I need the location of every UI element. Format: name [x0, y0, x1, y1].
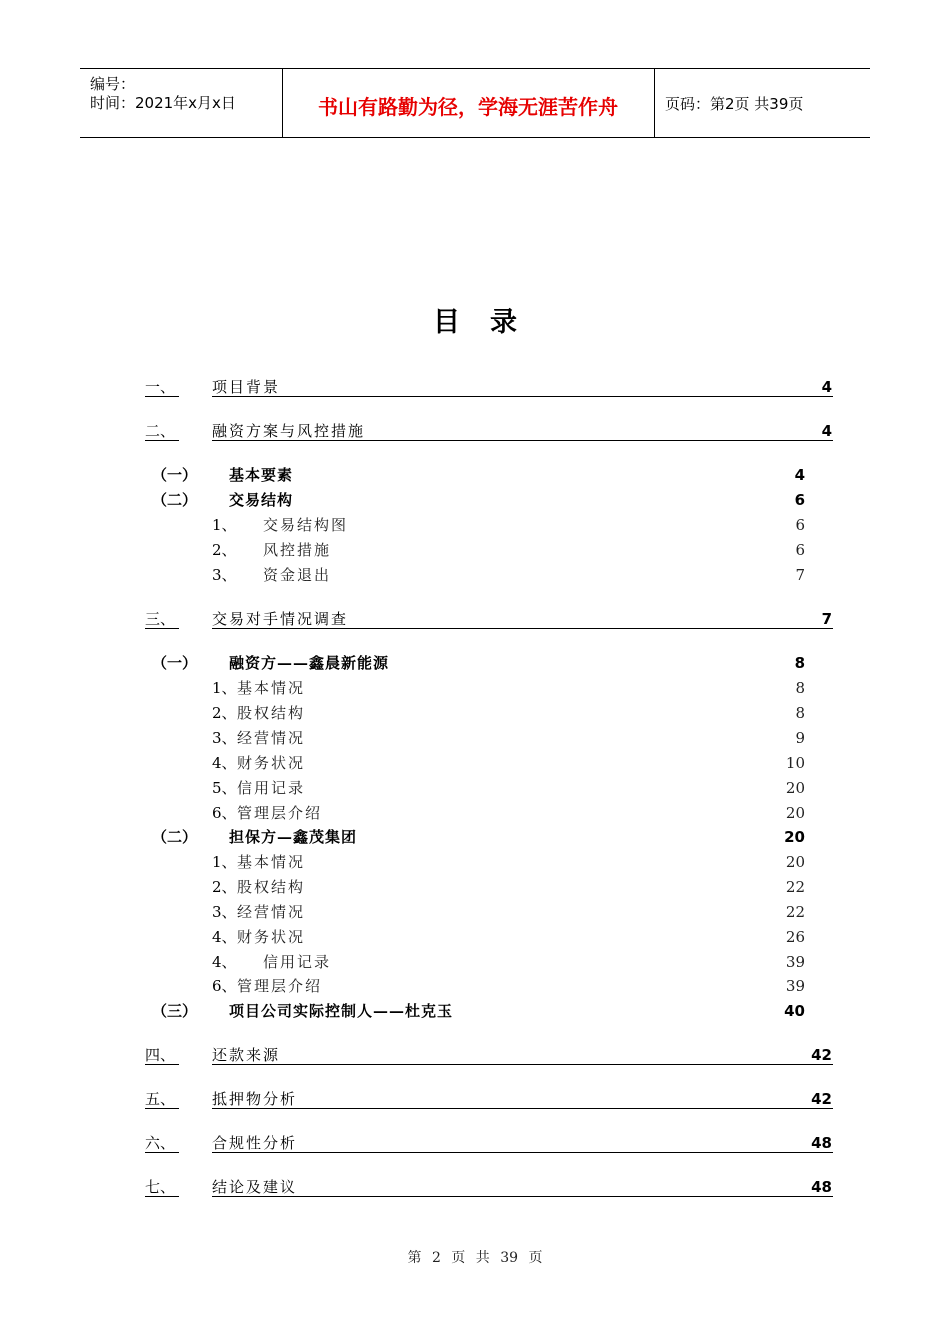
toc-entry-label: 交易结构图 [263, 516, 349, 534]
toc-entry-number: 六、 [145, 1134, 176, 1152]
toc-entry-number: 1、 [212, 516, 237, 534]
toc-number-underline [145, 396, 179, 397]
toc-entry-page: 6 [795, 516, 805, 534]
toc-entry-underline [212, 628, 833, 629]
toc-entry-number: 3、 [212, 903, 237, 921]
toc-entry-label: 股权结构 [237, 878, 306, 896]
document-number-label: 编号： [90, 75, 136, 93]
toc-entry[interactable] [0, 375, 950, 399]
toc-entry-page: 22 [785, 903, 805, 921]
document-time-label: 时间：2021年x月x日 [90, 94, 236, 112]
toc-entry-underline [212, 440, 833, 441]
toc-entry-page: 40 [784, 1002, 805, 1020]
toc-entry-underline [212, 1152, 833, 1153]
toc-entry-page: 20 [785, 853, 805, 871]
toc-entry[interactable] [0, 463, 950, 487]
toc-number-underline [145, 1196, 179, 1197]
toc-entry-page: 48 [811, 1134, 832, 1152]
toc-entry-page: 6 [794, 491, 805, 509]
toc-entry-number: 4、 [212, 928, 237, 946]
toc-entry-label: 管理层介绍 [237, 804, 323, 822]
toc-entry-number: 6、 [212, 804, 237, 822]
toc-entry[interactable] [0, 513, 950, 537]
toc-number-underline [145, 1064, 179, 1065]
toc-entry-page: 42 [811, 1090, 832, 1108]
toc-entry-page: 42 [811, 1046, 832, 1064]
toc-entry-label: 担保方—鑫茂集团 [229, 828, 358, 846]
toc-entry-label: 还款来源 [212, 1046, 281, 1064]
toc-entry[interactable] [0, 974, 950, 998]
toc-entry-label: 交易结构 [229, 491, 294, 509]
toc-entry[interactable] [0, 607, 950, 631]
toc-entry-label: 交易对手情况调查 [212, 610, 349, 628]
toc-entry-label: 管理层介绍 [237, 977, 323, 995]
toc-entry-page: 10 [785, 754, 805, 772]
toc-entry-page: 7 [821, 610, 832, 628]
header-meta-cell [80, 69, 283, 137]
toc-entry-label: 融资方——鑫晨新能源 [229, 654, 390, 672]
toc-entry-number: 2、 [212, 541, 237, 559]
toc-entry-underline [212, 1064, 833, 1065]
toc-entry-label: 信用记录 [263, 953, 332, 971]
toc-entry-number: 4、 [212, 754, 237, 772]
header-motto-cell [282, 69, 655, 137]
toc-entry[interactable] [0, 563, 950, 587]
toc-entry[interactable] [0, 875, 950, 899]
toc-entry[interactable] [0, 538, 950, 562]
toc-entry-label: 合规性分析 [212, 1134, 298, 1152]
toc-entry-number: 二、 [145, 422, 176, 440]
header-table [80, 68, 870, 138]
toc-entry-page: 4 [821, 422, 832, 440]
page-footer: 第 2 页 共 39 页 [407, 1250, 543, 1266]
toc-entry-number: （一） [152, 466, 198, 484]
toc-entry[interactable] [0, 850, 950, 874]
toc-entry[interactable] [0, 776, 950, 800]
toc-entry-label: 基本要素 [229, 466, 294, 484]
toc-entry[interactable] [0, 751, 950, 775]
toc-entry-page: 8 [795, 704, 805, 722]
toc-entry-number: （一） [152, 654, 198, 672]
toc-entry-number: （三） [152, 1002, 198, 1020]
toc-entry-underline [212, 396, 833, 397]
toc-entry[interactable] [0, 651, 950, 675]
toc-entry-number: 3、 [212, 566, 237, 584]
toc-entry-label: 财务状况 [237, 928, 306, 946]
toc-entry[interactable] [0, 1043, 950, 1067]
toc-entry[interactable] [0, 925, 950, 949]
toc-entry-page: 48 [811, 1178, 832, 1196]
toc-entry-number: 2、 [212, 704, 237, 722]
toc-entry-page: 4 [794, 466, 805, 484]
toc-entry-label: 基本情况 [237, 853, 306, 871]
toc-entry-label: 抵押物分析 [212, 1090, 298, 1108]
toc-entry-number: 五、 [145, 1090, 176, 1108]
toc-entry-number: 一、 [145, 378, 176, 396]
toc-entry-label: 风控措施 [263, 541, 332, 559]
toc-number-underline [145, 1152, 179, 1153]
toc-entry-label: 项目公司实际控制人——杜克玉 [229, 1002, 454, 1020]
toc-entry-number: 三、 [145, 610, 176, 628]
header-page-cell [655, 69, 870, 137]
toc-entry-page: 8 [795, 679, 805, 697]
toc-entry-label: 经营情况 [237, 903, 306, 921]
toc-entry-number: 4、 [212, 953, 237, 971]
toc-entry[interactable] [0, 1087, 950, 1111]
toc-entry[interactable] [0, 950, 950, 974]
toc-entry-page: 39 [785, 977, 805, 995]
toc-entry-page: 6 [795, 541, 805, 559]
header-page-label: 页码：第2页 共39页 [665, 95, 804, 113]
toc-entry-number: （二） [152, 828, 198, 846]
toc-entry-label: 经营情况 [237, 729, 306, 747]
toc-entry-underline [212, 1108, 833, 1109]
toc-entry-label: 信用记录 [237, 779, 306, 797]
toc-entry-number: 1、 [212, 679, 237, 697]
toc-entry[interactable] [0, 825, 950, 849]
toc-entry-page: 9 [795, 729, 805, 747]
toc-entry-label: 财务状况 [237, 754, 306, 772]
toc-number-underline [145, 1108, 179, 1109]
toc-entry[interactable] [0, 726, 950, 750]
toc-entry[interactable] [0, 1175, 950, 1199]
toc-entry[interactable] [0, 900, 950, 924]
toc-entry-number: 5、 [212, 779, 237, 797]
toc-entry[interactable] [0, 999, 950, 1023]
toc-entry-label: 结论及建议 [212, 1178, 298, 1196]
toc-entry-number: （二） [152, 491, 198, 509]
toc-entry[interactable] [0, 419, 950, 443]
toc-entry-page: 26 [785, 928, 805, 946]
toc-entry[interactable] [0, 1131, 950, 1155]
toc-entry[interactable] [0, 488, 950, 512]
toc-entry-label: 股权结构 [237, 704, 306, 722]
toc-entry-page: 39 [785, 953, 805, 971]
toc-number-underline [145, 440, 179, 441]
toc-entry-page: 7 [795, 566, 805, 584]
toc-entry[interactable] [0, 801, 950, 825]
toc-entry-label: 资金退出 [263, 566, 332, 584]
toc-entry-number: 七、 [145, 1178, 176, 1196]
toc-entry-page: 4 [821, 378, 832, 396]
toc-entry-page: 20 [785, 804, 805, 822]
toc-number-underline [145, 628, 179, 629]
toc-entry-page: 20 [784, 828, 805, 846]
toc-entry-number: 1、 [212, 853, 237, 871]
toc-entry-number: 2、 [212, 878, 237, 896]
toc-entry-page: 8 [794, 654, 805, 672]
toc-entry[interactable] [0, 701, 950, 725]
toc-entry-page: 20 [785, 779, 805, 797]
toc-entry-number: 四、 [145, 1046, 176, 1064]
toc-entry-number: 6、 [212, 977, 237, 995]
toc-entry-page: 22 [785, 878, 805, 896]
toc-entry-label: 项目背景 [212, 378, 281, 396]
toc-entry-underline [212, 1196, 833, 1197]
toc-entry[interactable] [0, 676, 950, 700]
toc-entry-number: 3、 [212, 729, 237, 747]
toc-entry-label: 融资方案与风控措施 [212, 422, 366, 440]
header-motto: 书山有路勤为径，学海无涯苦作舟 [318, 95, 618, 119]
toc-entry-label: 基本情况 [237, 679, 306, 697]
toc-title: 目录 [433, 307, 547, 338]
